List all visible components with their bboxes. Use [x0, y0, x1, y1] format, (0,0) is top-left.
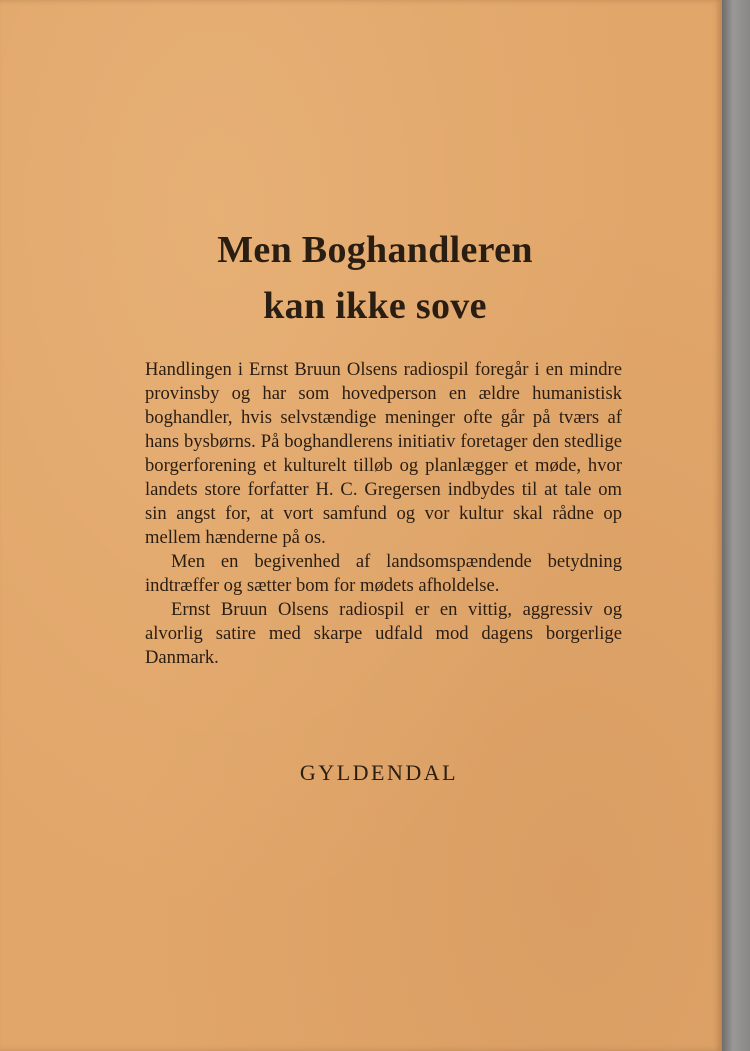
blurb-text — [145, 358, 622, 670]
blurb-paragraph-1: Handlingen i Ernst Bruun Olsens radiospil foregår i en mindre provinsby og har som hovedperson en ældre humanistisk boghandler, hvis selvstændige meninger ofte går på tværs af hans bysbørns. På boghandlerens initiativ foretager den stedlige borgerforening et kulturelt tilløb og planlægger et møde, hvor landets store forfatter H. C. Gregersen indbydes til at tale om sin angst for, at vort samfund og vor kultur skal rådne op mellem hænderne på os. — [145, 359, 622, 548]
publisher-name: GYLDENDAL — [299, 760, 459, 785]
book-title — [0, 222, 750, 334]
book-title-line-1: Men Boghandleren — [217, 229, 533, 271]
book-title-line-2: kan ikke sove — [263, 285, 487, 327]
blurb-paragraph-2: Men en begivenhed af landsomspændende betydning indtræffer og sætter bom for mødets afholdelse. — [145, 551, 622, 596]
blurb-paragraph-3: Ernst Bruun Olsens radiospil er en vittig, aggressiv og alvorlig satire med skarpe udfald mod dagens borgerlige Danmark. — [145, 599, 622, 668]
book-spine-edge — [722, 0, 750, 1051]
